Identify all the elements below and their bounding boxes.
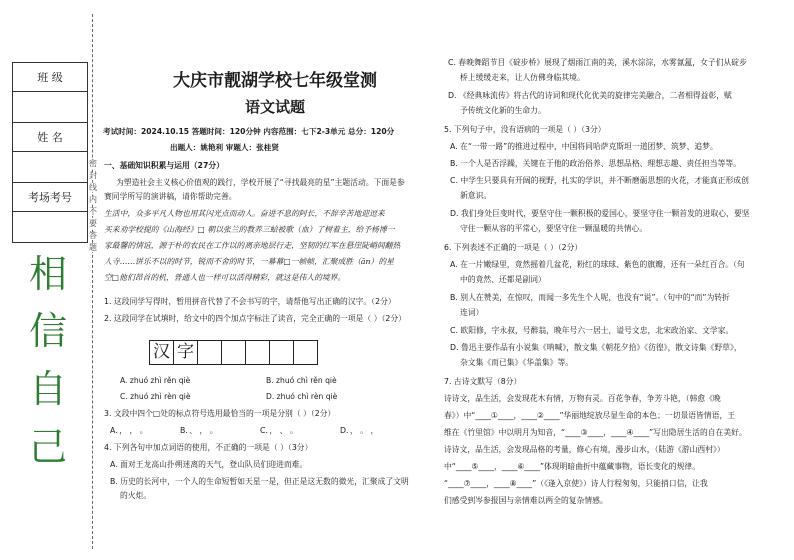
option-6d: D. 鲁迅主要作品有小说集《呐喊》，散文集《朝花夕拾》《彷徨》，散文诗集《野草》， — [450, 343, 742, 352]
poem-line: 中“____⑤____，____⑥____”体现明暗曲折中蕴藏事物，语长变化的规律。 — [444, 462, 700, 471]
speech-line: 生活中，众多平凡人物也用其闪光点而动人。奋进不息的阿长，不辞辛苦地迎逗来 — [104, 209, 385, 218]
question-2: 2. 这段同学在试填时，给文中的四个加点字标注了读音，完全正确的一项是（ ）（2分） — [104, 314, 406, 323]
option-4d: D. 《经典咏流传》将古代的诗词和现代化优美的旋律完美融合，二者相得益彰，赋 — [448, 91, 732, 100]
grid-cell[interactable] — [221, 340, 246, 365]
option-5d-cont: 守住一颗从容的平常心，要坚守住一颗温暖的共情心。 — [460, 224, 648, 233]
name-field[interactable] — [13, 152, 88, 183]
option-5c: C. 中学生只要具有开阔的视野，扎实的学识，并不断磨砺思想的火花，才能真正形成创 — [450, 176, 749, 185]
speech-line: 空□他们昂首的机，普通人也一样可以活得精彩，就这是伟人的境界。 — [104, 273, 346, 282]
speech-line: 家最馨的情谊，源于朴的农民在工作以的离亲地层行走，坚韧的红军在悬崖陡峭间翻热 — [104, 241, 401, 250]
question-4: 4. 下列各句中加点词语的使用，不正确的一项是（ ）（3分） — [104, 443, 313, 452]
fold-char: 线 — [89, 183, 97, 192]
poem-line: 春》）中“____①____，____②____”华丽地绽放尽显生命的本色；一切景语皆情语，王 — [444, 411, 736, 420]
option-4c: C. 春晚舞蹈节目《碇步桥》展现了烟雨江南的美，溪水淙淙，水雾氤氲，女子们从碇步 — [448, 58, 747, 67]
question-1: 1. 这段同学写得时，暂用拼音代替了不会书写的字，请帮他写出正确的汉字。（2分） — [104, 297, 396, 306]
grid-cell[interactable]: 汉 — [149, 340, 174, 365]
fold-char: 要 — [89, 219, 97, 228]
poem-line: 诗诗文，品生活，会发现花木有情，万物有灵。百花争春，争芳斗艳，（韩愈《晚 — [444, 394, 721, 403]
option-4d-cont: 予传统文化新的生命力。 — [460, 106, 546, 115]
option-6c: C. 欧阳修，字永叔，号醉翁，晚年号六一居士，谥号文忠，北宋政治家、文学家。 — [450, 326, 734, 335]
question-7: 7. 古诗文默写（8分） — [444, 377, 522, 386]
fold-char: 密 — [89, 159, 97, 168]
fold-char: 不 — [89, 207, 97, 216]
motto-char-2: 信 — [28, 309, 67, 353]
class-label: 班 级 — [13, 63, 88, 92]
option-4c-cont: 桥上缓缓走来，让人仿佛身临其境。 — [460, 73, 585, 82]
poem-line: 诗诗文，品生活，会发现品格的考量，修心有境，漫步山水，（陆游《游山西村》） — [444, 445, 725, 454]
option-3c: C．， 、 。 — [260, 426, 298, 435]
section-heading: 一、基础知识积累与运用（27分） — [104, 161, 225, 170]
option-2c: C. zhuó zhì rèn qiè — [120, 392, 191, 401]
speech-line: 买来劝学校提的《山海经》□ 朝以张兰的教养三蛤被歌（血）了树着主，给予杨博一 — [104, 225, 395, 234]
question-6: 6. 下列表述不正确的一项是（ ）（2分） — [444, 243, 583, 252]
option-4b: B. 历史的长河中，一个人的生命短暂如天星一是，但正是这无数的微光，汇聚成了文明 — [110, 477, 409, 486]
option-6d-cont: 杂文集《而已集》《华盖集》等。 — [460, 358, 574, 367]
option-6a-cont: 中的竟然、还都是副词） — [460, 275, 546, 284]
option-2a: A. zhuó zhì rěn qiè — [120, 376, 191, 385]
poem-line: 维在《竹里馆》中以明月为知音，“____③____，____④____”写出隐居生活的自在美好。 — [444, 428, 747, 437]
option-6b-cont: 连词） — [460, 308, 484, 317]
option-6b: B. 别人在赞美，在惊叹，而闻一多先生个人呢，也没有“说”。（句中的“而”为转折 — [450, 293, 730, 302]
option-3b: B．、 ， 。 — [180, 426, 218, 435]
name-label: 姓 名 — [13, 123, 88, 152]
question-5: 5. 下列句子中，没有语病的一项是（ ）（3分） — [444, 125, 606, 134]
option-3d: D．， 。 ， — [340, 426, 379, 435]
intro-line: 为塑造社会主义核心价值观的践行，学校开展了“寻找最亮的星”主题活动。下面是参 — [116, 178, 405, 187]
fold-char: 内 — [89, 195, 97, 204]
speech-line: 人寺……饼乐不以的时节，锐而不舍的时节，一幕幕□一帧帧，汇聚成胜（ān）的星 — [104, 257, 394, 266]
option-5a: A. 在“一带一路”的推进过程中，中国将同哈萨克斯坦一道团梦、筑梦、追梦。 — [450, 142, 718, 151]
option-6a: A. 在一片嫩绿里，竟然摇着几盆花，粉红的球球、紫色的旗瓣，还有一朵红百合。（句 — [450, 260, 745, 269]
exam-authors: 出题人：姚艳利 审题人：张桂贤 — [170, 143, 279, 152]
fold-char: 封 — [89, 171, 97, 180]
class-field[interactable] — [13, 92, 88, 123]
exam-title: 大庆市靓湖学校七年级堂测 — [173, 71, 377, 91]
intro-line: 赛同学所写的演讲稿，请你帮助完善。 — [104, 192, 237, 201]
grid-cell[interactable] — [245, 340, 270, 365]
student-info-table — [12, 62, 88, 243]
option-4a: A. 面对王龙高山扑朔迷离的天气，登山队员们迎进而难。 — [110, 460, 308, 469]
exam-subtitle: 语文试题 — [244, 98, 305, 116]
answer-grid[interactable] — [150, 340, 318, 365]
seal-fold-line — [92, 14, 93, 549]
exam-no-label: 考场考号 — [13, 183, 88, 212]
grid-cell[interactable] — [269, 340, 294, 365]
poem-line: 们感受到岑参报国与亲情难以两全的复杂情感。 — [444, 496, 608, 505]
fold-char: 答 — [89, 231, 97, 240]
option-5c-cont: 新意识。 — [460, 191, 492, 200]
grid-cell[interactable] — [293, 340, 318, 365]
motto-char-3: 自 — [28, 367, 67, 411]
option-2d: D. zhuó chì rèn qiè — [266, 392, 338, 401]
option-3a: A．， ， 。 — [110, 426, 148, 435]
motto-char-1: 相 — [28, 252, 67, 296]
option-2b: B. zhuó chì rěn qiè — [266, 376, 337, 385]
grid-cell[interactable]: 字 — [173, 340, 198, 365]
exam-meta: 考试时间：2024.10.15 答题时间：120分钟 内容范围：七下2-3单元 总分：120分 — [103, 127, 395, 136]
poem-line: “____⑦____，____⑧____”（《逢入京使》）诗人行程匆匆，只能捎口信，让我 — [444, 479, 708, 488]
option-5b: B. 一个人是否浮躁，关键在于他的政治俗养、思想品格、理想志趣、责任担当等等。 — [450, 159, 741, 168]
option-5d: D. 我们身处巨变时代，要坚守住一颗积极的爱国心，要坚守住一颗首发的进取心，要坚 — [450, 209, 750, 218]
option-4b-cont: 的火炬。 — [120, 491, 152, 500]
exam-no-field[interactable] — [13, 212, 88, 243]
fold-char: 题 — [89, 243, 97, 252]
question-3: 3. 文段中四个□处的标点符号选用最恰当的一项是分别（ ）（2分） — [104, 409, 336, 418]
grid-cell[interactable] — [197, 340, 222, 365]
motto-char-4: 己 — [28, 425, 67, 469]
